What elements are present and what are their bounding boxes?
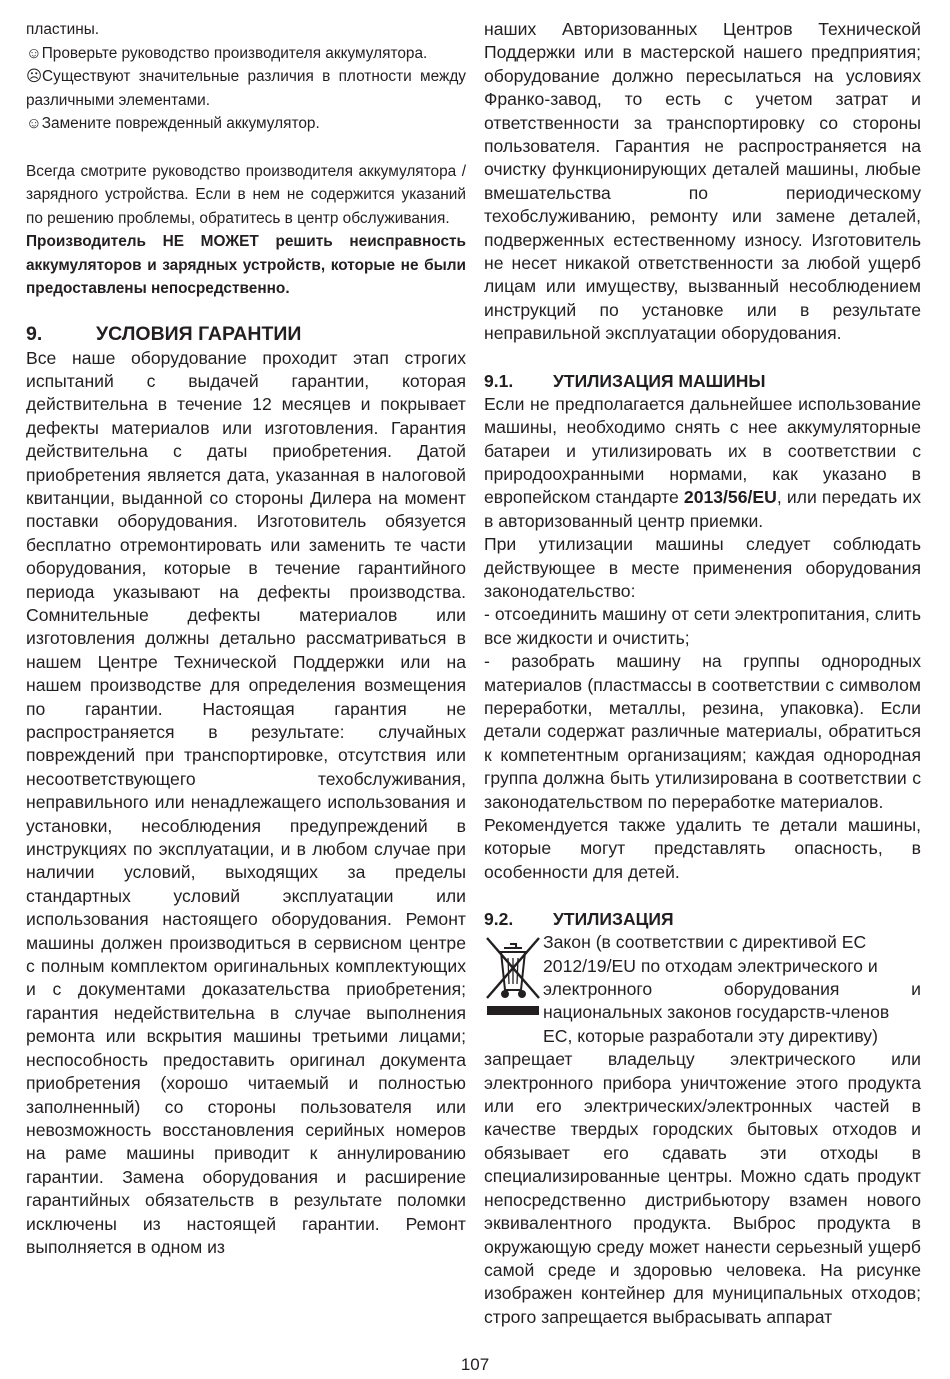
right-column — [484, 18, 921, 1329]
weee-line-1: Закон (в соответствии с директивой ЕС — [543, 932, 867, 953]
text-span: Если не предполагается дальнейшее использование машины, необходимо снять с нее аккумуляторные батареи и утилизировать их в соответствии с природоохранными нормами, как указано в европейском стандарте — [484, 393, 921, 508]
text-fragment: пластины. — [26, 21, 100, 38]
text-span: , или передать их в авторизованный центр приемки. — [484, 487, 922, 531]
crossed-out-wheelie-bin-icon — [484, 932, 542, 1020]
page-number: 107 — [460, 1355, 490, 1374]
tip-replace-battery: ☺Замените поврежденный аккумулятор. — [26, 115, 320, 132]
warranty-text-continued: наших Авторизованных Центров Технической Поддержки или в мастерской нашего предприятия; оборудование должно пересылаться на условиях Франко-завод, то есть с учетом затрат и ответственности за транспортировку со стороны пользователя. Гарантия не распространяется на очистку функционирующих деталей машины, любые вмешательства по периодическому техобслуживанию, ремонту или замене деталей, подверженных естественному износу. Изготовитель не несет никакой ответственности за любой ущерб лицам или имуществу, вызванный несоблюдением инструкций по установке или в результате неправильной эксплуатации оборудования. — [484, 19, 921, 344]
section-title: УТИЛИЗАЦИЯ — [553, 909, 674, 930]
weee-line-4: национальных законов государств-членов — [543, 1002, 890, 1023]
disposal-step-2: - разобрать машину на группы однородных материалов (пластмассы в соответствии с символом переработки, металлы, резина, упаковка). Если детали содержат различные материалы, обратиться к компетентным организациям; каждая однородная группа должна быть утилизирована в соответствии с законодательством по переработке материалов. — [484, 651, 921, 812]
manufacturer-warning: Производитель НЕ МОЖЕТ решить неисправность аккумуляторов и зарядных устройств, которые не были предоставлены непосредственно. — [26, 233, 466, 297]
section-number: 9.1. — [484, 370, 514, 391]
left-column — [26, 18, 466, 1259]
section-number: 9.2. — [484, 909, 514, 930]
disposal-paragraph — [484, 393, 921, 533]
tip-check-manual: ☺Проверьте руководство производителя аккумулятора. — [26, 44, 428, 62]
section-9-1-heading — [484, 370, 921, 393]
section-9-2-heading — [484, 908, 921, 931]
tip-density-difference: ☹Существуют значительные различия в плотности между различными элементами. — [26, 68, 466, 109]
section-title: УСЛОВИЯ ГАРАНТИИ — [96, 322, 302, 345]
disposal-step-1: - отсоединить машину от сети электропитания, слить все жидкости и очистить; — [484, 604, 921, 648]
section-9-heading — [26, 321, 466, 347]
directive-reference: 2013/56/EU — [683, 487, 777, 508]
weee-line-5: ЕС, которые разработали эту директиву) — [543, 1025, 878, 1046]
disposal-legislation: При утилизации машины следует соблюдать действующее в месте применения оборудования законодательство: — [484, 534, 921, 601]
weee-line-2: 2012/19/EU по отходам электрического и — [543, 955, 878, 976]
weee-block — [484, 931, 921, 1048]
weee-text: запрещает владельцу электрического или электронного прибора уничтожение этого продукта или его электрических/электронных частей в качестве твердых городских бытовых отходов и обязывает его сдавать эти отходы в специализированные центры. Можно сдать продукт непосредственно дистрибьютору взамен нового эквивалентного продукта. Выброс продукта в окружающую среду может нанести серьезный ущерб самой среде и здоровью человека. На рисунке изображен контейнер для муниципальных отходов; строго запрещается выбрасывать аппарат — [484, 1049, 921, 1327]
disposal-recommendation: Рекомендуется также удалить те детали машины, которые могут представлять опасность, в особенности для детей. — [484, 815, 921, 882]
warranty-text: Все наше оборудование проходит этап строгих испытаний с выдачей гарантии, которая действительна в течение 12 месяцев и покрывает дефекты материалов или изготовления. Гарантия действительна с даты приобретения. Датой приобретения является дата, указанная в налоговой квитанции, выданной со стороны Дилера на момент поставки оборудования. Изготовитель обязуется бесплатно отремонтировать или заменить те части оборудования, которые в течение гарантийного периода указывают на дефекты производства. Сомнительные дефекты материалов или изготовления должны детально рассматриваться в нашем Центре Технической Поддержки или на нашем производстве для определения возмещения по гарантии. Настоящая гарантия не распространяется в результате: случайных повреждений при транспортировке, отсутствия или несоответствующего техобслуживания, неправильного или ненадлежащего использования и установки, несоблюдения предупреждений в инструкциях по эксплуатации, и в любом случае при наличии условий, выходящих за пределы стандартных условий эксплуатации или использования настоящего оборудования. Ремонт машины должен производиться в сервисном центре с полным комплектом оригинальных комплектующих и с документами доказательства приобретения; гарантия недействительна в случае выполнения ремонта или вскрытия машины третьими лицами; неспособность предоставить оригинал документа приобретения (хорошо читаемый и полностью заполненный) со стороны пользователя или невозможность восстановления серийных номеров на раме машины приводит к аннулированию гарантии. Замена оборудования и расширение гарантийных обязательств в результате поломки исключены из настоящей гарантии. Ремонт выполняется в одном из — [26, 347, 466, 1257]
weee-line-3: электронного оборудования и — [543, 979, 921, 1000]
manual-note: Всегда смотрите руководство производителя аккумулятора / зарядного устройства. Если в нем не содержится указаний по решению проблемы, обратитесь в центр обслуживания. — [26, 162, 466, 227]
section-title: УТИЛИЗАЦИЯ МАШИНЫ — [553, 370, 766, 391]
section-number: 9. — [26, 322, 43, 345]
